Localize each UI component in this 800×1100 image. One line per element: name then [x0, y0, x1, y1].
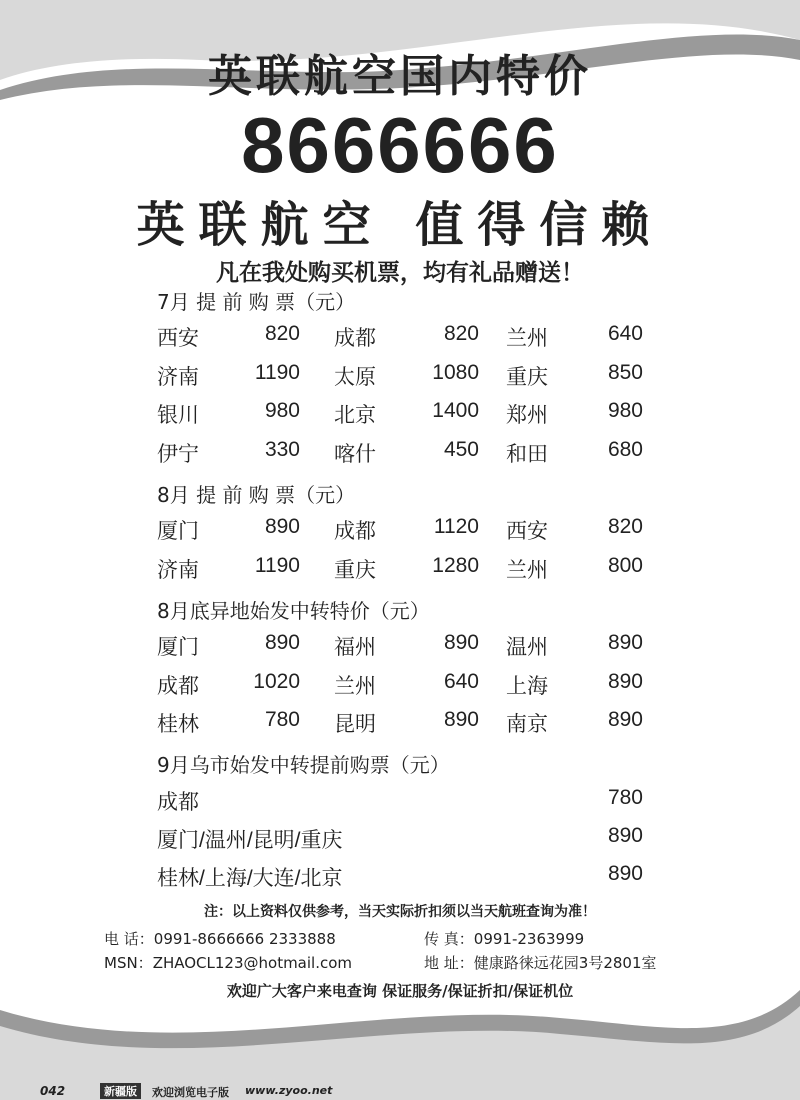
city: 银川 — [157, 404, 199, 427]
address-contact — [424, 952, 657, 973]
price: 890 — [607, 862, 643, 885]
price: 1080 — [432, 361, 479, 384]
city: 兰州 — [506, 327, 548, 350]
city: 西安 — [506, 520, 548, 543]
price: 1120 — [433, 515, 479, 538]
table-row — [0, 670, 800, 706]
page-title: 英联航空国内特价 — [208, 51, 592, 102]
city: 喀什 — [334, 443, 376, 466]
city: 北京 — [334, 404, 376, 427]
city: 济南 — [157, 559, 199, 582]
price: 800 — [607, 554, 643, 577]
price: 820 — [264, 322, 300, 345]
price: 640 — [443, 670, 479, 693]
price: 890 — [607, 824, 643, 847]
city: 兰州 — [506, 559, 548, 582]
fax-label: 传 真： — [424, 930, 474, 948]
address-label: 地 址： — [424, 954, 474, 972]
city: 厦门 — [157, 520, 199, 543]
msn-value[interactable]: ZHAOCL123@hotmail.com — [152, 954, 353, 972]
table-row — [0, 631, 800, 667]
gift-note: 凡在我处购买机票，均有礼品赠送！ — [216, 260, 584, 286]
fax-value: 0991-2363999 — [473, 930, 585, 948]
city: 福州 — [334, 636, 376, 659]
table-row — [0, 322, 800, 358]
price: 1280 — [432, 554, 479, 577]
disclaimer-note: 注：以上资料仅供参考，当天实际折扣须以当天航班查询为准！ — [204, 904, 596, 920]
price: 890 — [264, 515, 300, 538]
phone-contact — [104, 928, 336, 949]
price: 890 — [607, 670, 643, 693]
price: 820 — [443, 322, 479, 345]
city: 兰州 — [334, 675, 376, 698]
price: 850 — [607, 361, 643, 384]
section-title-july: 7月 提 前 购 票（元） — [157, 290, 356, 314]
address-value: 健康路徕远花园3号2801室 — [473, 954, 657, 972]
city: 温州 — [506, 636, 548, 659]
page-number: 042 — [40, 1084, 66, 1098]
price: 680 — [607, 438, 643, 461]
destination: 厦门/温州/昆明/重庆 — [157, 829, 343, 852]
section-title-september: 9月乌市始发中转提前购票（元） — [157, 753, 450, 777]
section-title-august: 8月 提 前 购 票（元） — [157, 483, 356, 507]
table-row — [0, 438, 800, 474]
price: 890 — [607, 631, 643, 654]
city: 上海 — [506, 675, 548, 698]
price: 1020 — [253, 670, 300, 693]
city: 郑州 — [506, 404, 548, 427]
hotline-number: 8666666 — [241, 101, 559, 189]
price: 640 — [607, 322, 643, 345]
price: 980 — [264, 399, 300, 422]
city: 和田 — [506, 443, 548, 466]
price: 890 — [443, 708, 479, 731]
city: 济南 — [157, 366, 199, 389]
city: 成都 — [334, 520, 376, 543]
footer-url-link[interactable]: www.zyoo.net — [245, 1084, 333, 1097]
fax-contact — [424, 928, 584, 949]
msn-contact — [104, 952, 352, 973]
page-footer — [0, 1083, 800, 1100]
price: 1190 — [254, 361, 300, 384]
price: 330 — [264, 438, 300, 461]
table-row — [0, 708, 800, 744]
price: 780 — [264, 708, 300, 731]
price: 1400 — [432, 399, 479, 422]
section-title-august-transfer: 8月底异地始发中转特价（元） — [157, 599, 430, 623]
service-guarantee: 欢迎广大客户来电查询 保证服务/保证折扣/保证机位 — [226, 982, 574, 1000]
table-row — [0, 515, 800, 551]
table-row — [0, 399, 800, 435]
table-row — [0, 361, 800, 397]
city: 成都 — [334, 327, 376, 350]
price: 780 — [607, 786, 643, 809]
destination: 桂林/上海/大连/北京 — [157, 867, 343, 890]
price: 890 — [607, 708, 643, 731]
slogan: 英联航空 值得信赖 — [136, 197, 664, 253]
city: 重庆 — [506, 366, 548, 389]
edition-badge: 新疆版 — [100, 1083, 141, 1099]
city: 昆明 — [334, 713, 376, 736]
table-row — [0, 554, 800, 590]
phone-label: 电 话： — [104, 930, 154, 948]
city: 桂林 — [157, 713, 199, 736]
footer-welcome: 欢迎浏览电子版 — [152, 1086, 229, 1099]
price: 890 — [443, 631, 479, 654]
price: 1190 — [254, 554, 300, 577]
price: 980 — [607, 399, 643, 422]
city: 太原 — [334, 366, 376, 389]
city: 厦门 — [157, 636, 199, 659]
city: 伊宁 — [157, 443, 199, 466]
destination: 成都 — [157, 791, 199, 814]
phone-value: 0991-8666666 2333888 — [153, 930, 336, 948]
msn-label: MSN： — [104, 954, 153, 972]
city: 重庆 — [334, 559, 376, 582]
price: 820 — [607, 515, 643, 538]
price: 890 — [264, 631, 300, 654]
city: 西安 — [157, 327, 199, 350]
city: 南京 — [506, 713, 548, 736]
city: 成都 — [157, 675, 199, 698]
price: 450 — [443, 438, 479, 461]
